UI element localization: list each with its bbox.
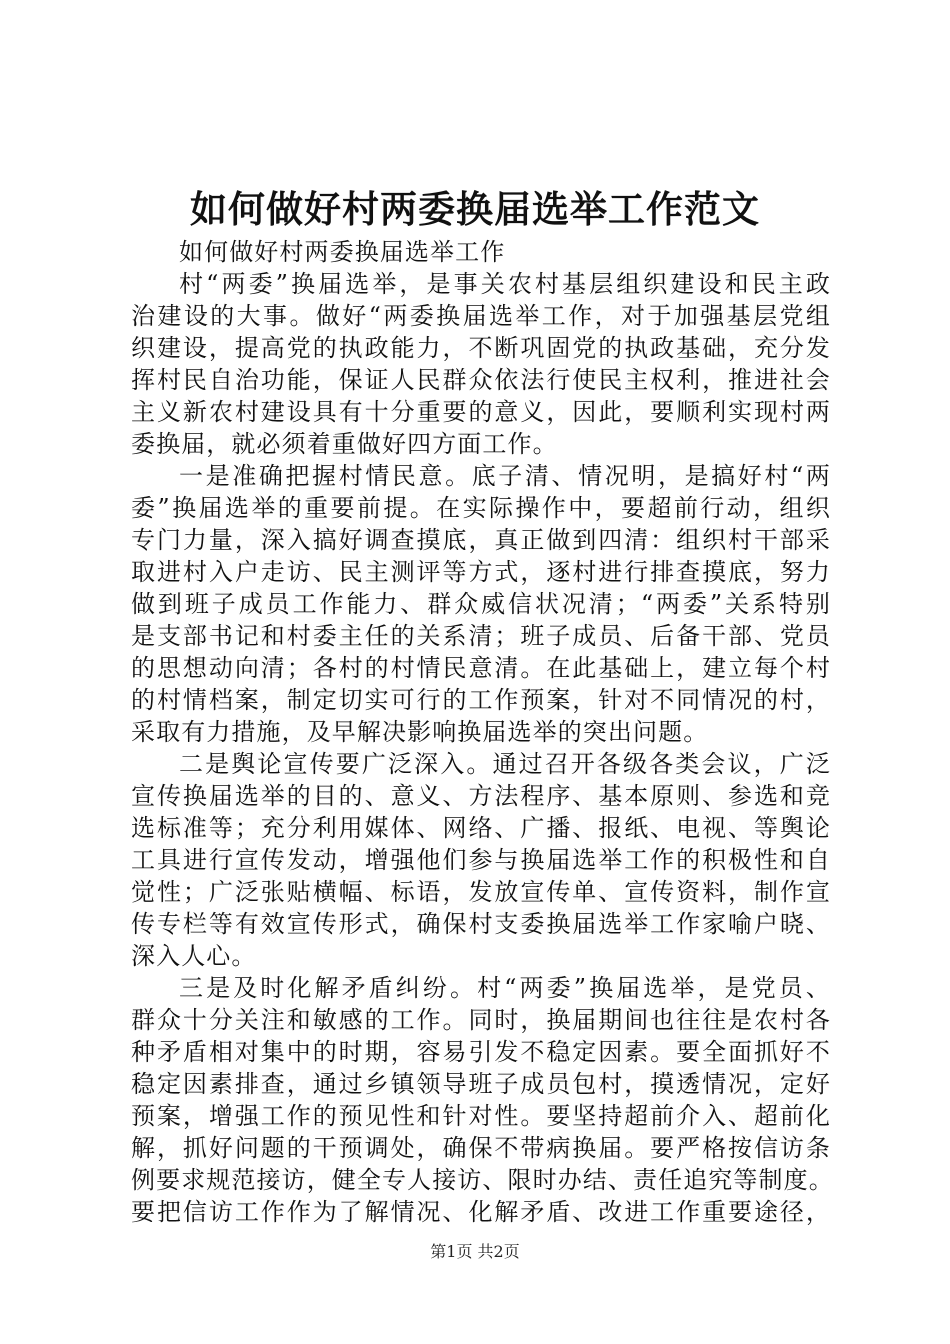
body-line: 要把信访工作作为了解情况、化解矛盾、改进工作重要途径，: [131, 1198, 831, 1226]
body-line: 传专栏等有效宣传形式，确保村支委换届选举工作家喻户晓、: [131, 910, 831, 938]
body-line: 委”换届选举的重要前提。在实际操作中，要超前行动，组织: [131, 494, 831, 522]
body-line: 一是准确把握村情民意。底子清、情况明，是搞好村“两: [179, 462, 831, 490]
body-line: 觉性；广泛张贴横幅、标语，发放宣传单、宣传资料，制作宣: [131, 878, 831, 906]
body-line: 宣传换届选举的目的、意义、方法程序、基本原则、参选和竞: [131, 782, 831, 810]
body-line: 村“两委”换届选举，是事关农村基层组织建设和民主政: [179, 270, 831, 298]
body-line: 如何做好村两委换届选举工作: [179, 238, 506, 266]
body-line: 挥村民自治功能，保证人民群众依法行使民主权利，推进社会: [131, 366, 831, 394]
body-line: 例要求规范接访，健全专人接访、限时办结、责任追究等制度。: [131, 1166, 834, 1194]
body-line: 工具进行宣传发动，增强他们参与换届选举工作的积极性和自: [131, 846, 831, 874]
body-line: 群众十分关注和敏感的工作。同时，换届期间也往往是农村各: [131, 1006, 831, 1034]
body-line: 主义新农村建设具有十分重要的意义，因此，要顺利实现村两: [131, 398, 831, 426]
body-line: 的思想动向清；各村的村情民意清。在此基础上，建立每个村: [131, 654, 831, 682]
body-line: 专门力量，深入搞好调查摸底，真正做到四清：组织村干部采: [131, 526, 831, 554]
body-line: 稳定因素排查，通过乡镇领导班子成员包村，摸透情况，定好: [131, 1070, 831, 1098]
body-line: 深入人心。: [131, 942, 257, 970]
body-line: 二是舆论宣传要广泛深入。通过召开各级各类会议，广泛: [179, 750, 831, 778]
body-line: 织建设，提高党的执政能力，不断巩固党的执政基础，充分发: [131, 334, 831, 362]
body-line: 解，抓好问题的干预调处，确保不带病换届。要严格按信访条: [131, 1134, 831, 1162]
page-footer: 第1页 共2页: [430, 1242, 520, 1261]
body-line: 种矛盾相对集中的时期，容易引发不稳定因素。要全面抓好不: [131, 1038, 831, 1066]
body-line: 治建设的大事。做好“两委换届选举工作，对于加强基层党组: [131, 302, 831, 330]
body-line: 委换届，就必须着重做好四方面工作。: [131, 430, 558, 458]
body-line: 选标准等；充分利用媒体、网络、广播、报纸、电视、等舆论: [131, 814, 831, 842]
body-line: 的村情档案，制定切实可行的工作预案，针对不同情况的村，: [131, 686, 831, 714]
document-title: 如何做好村两委换届选举工作范文: [190, 187, 760, 231]
body-line: 取进村入户走访、民主测评等方式，逐村进行排查摸底，努力: [131, 558, 831, 586]
body-line: 三是及时化解矛盾纠纷。村“两委”换届选举，是党员、: [179, 974, 831, 1002]
body-line: 采取有力措施，及早解决影响换届选举的突出问题。: [131, 718, 709, 746]
body-line: 做到班子成员工作能力、群众威信状况清；“两委”关系特别: [131, 590, 831, 618]
body-line: 是支部书记和村委主任的关系清；班子成员、后备干部、党员: [131, 622, 831, 650]
body-line: 预案，增强工作的预见性和针对性。要坚持超前介入、超前化: [131, 1102, 831, 1130]
document-body: [131, 236, 834, 1228]
